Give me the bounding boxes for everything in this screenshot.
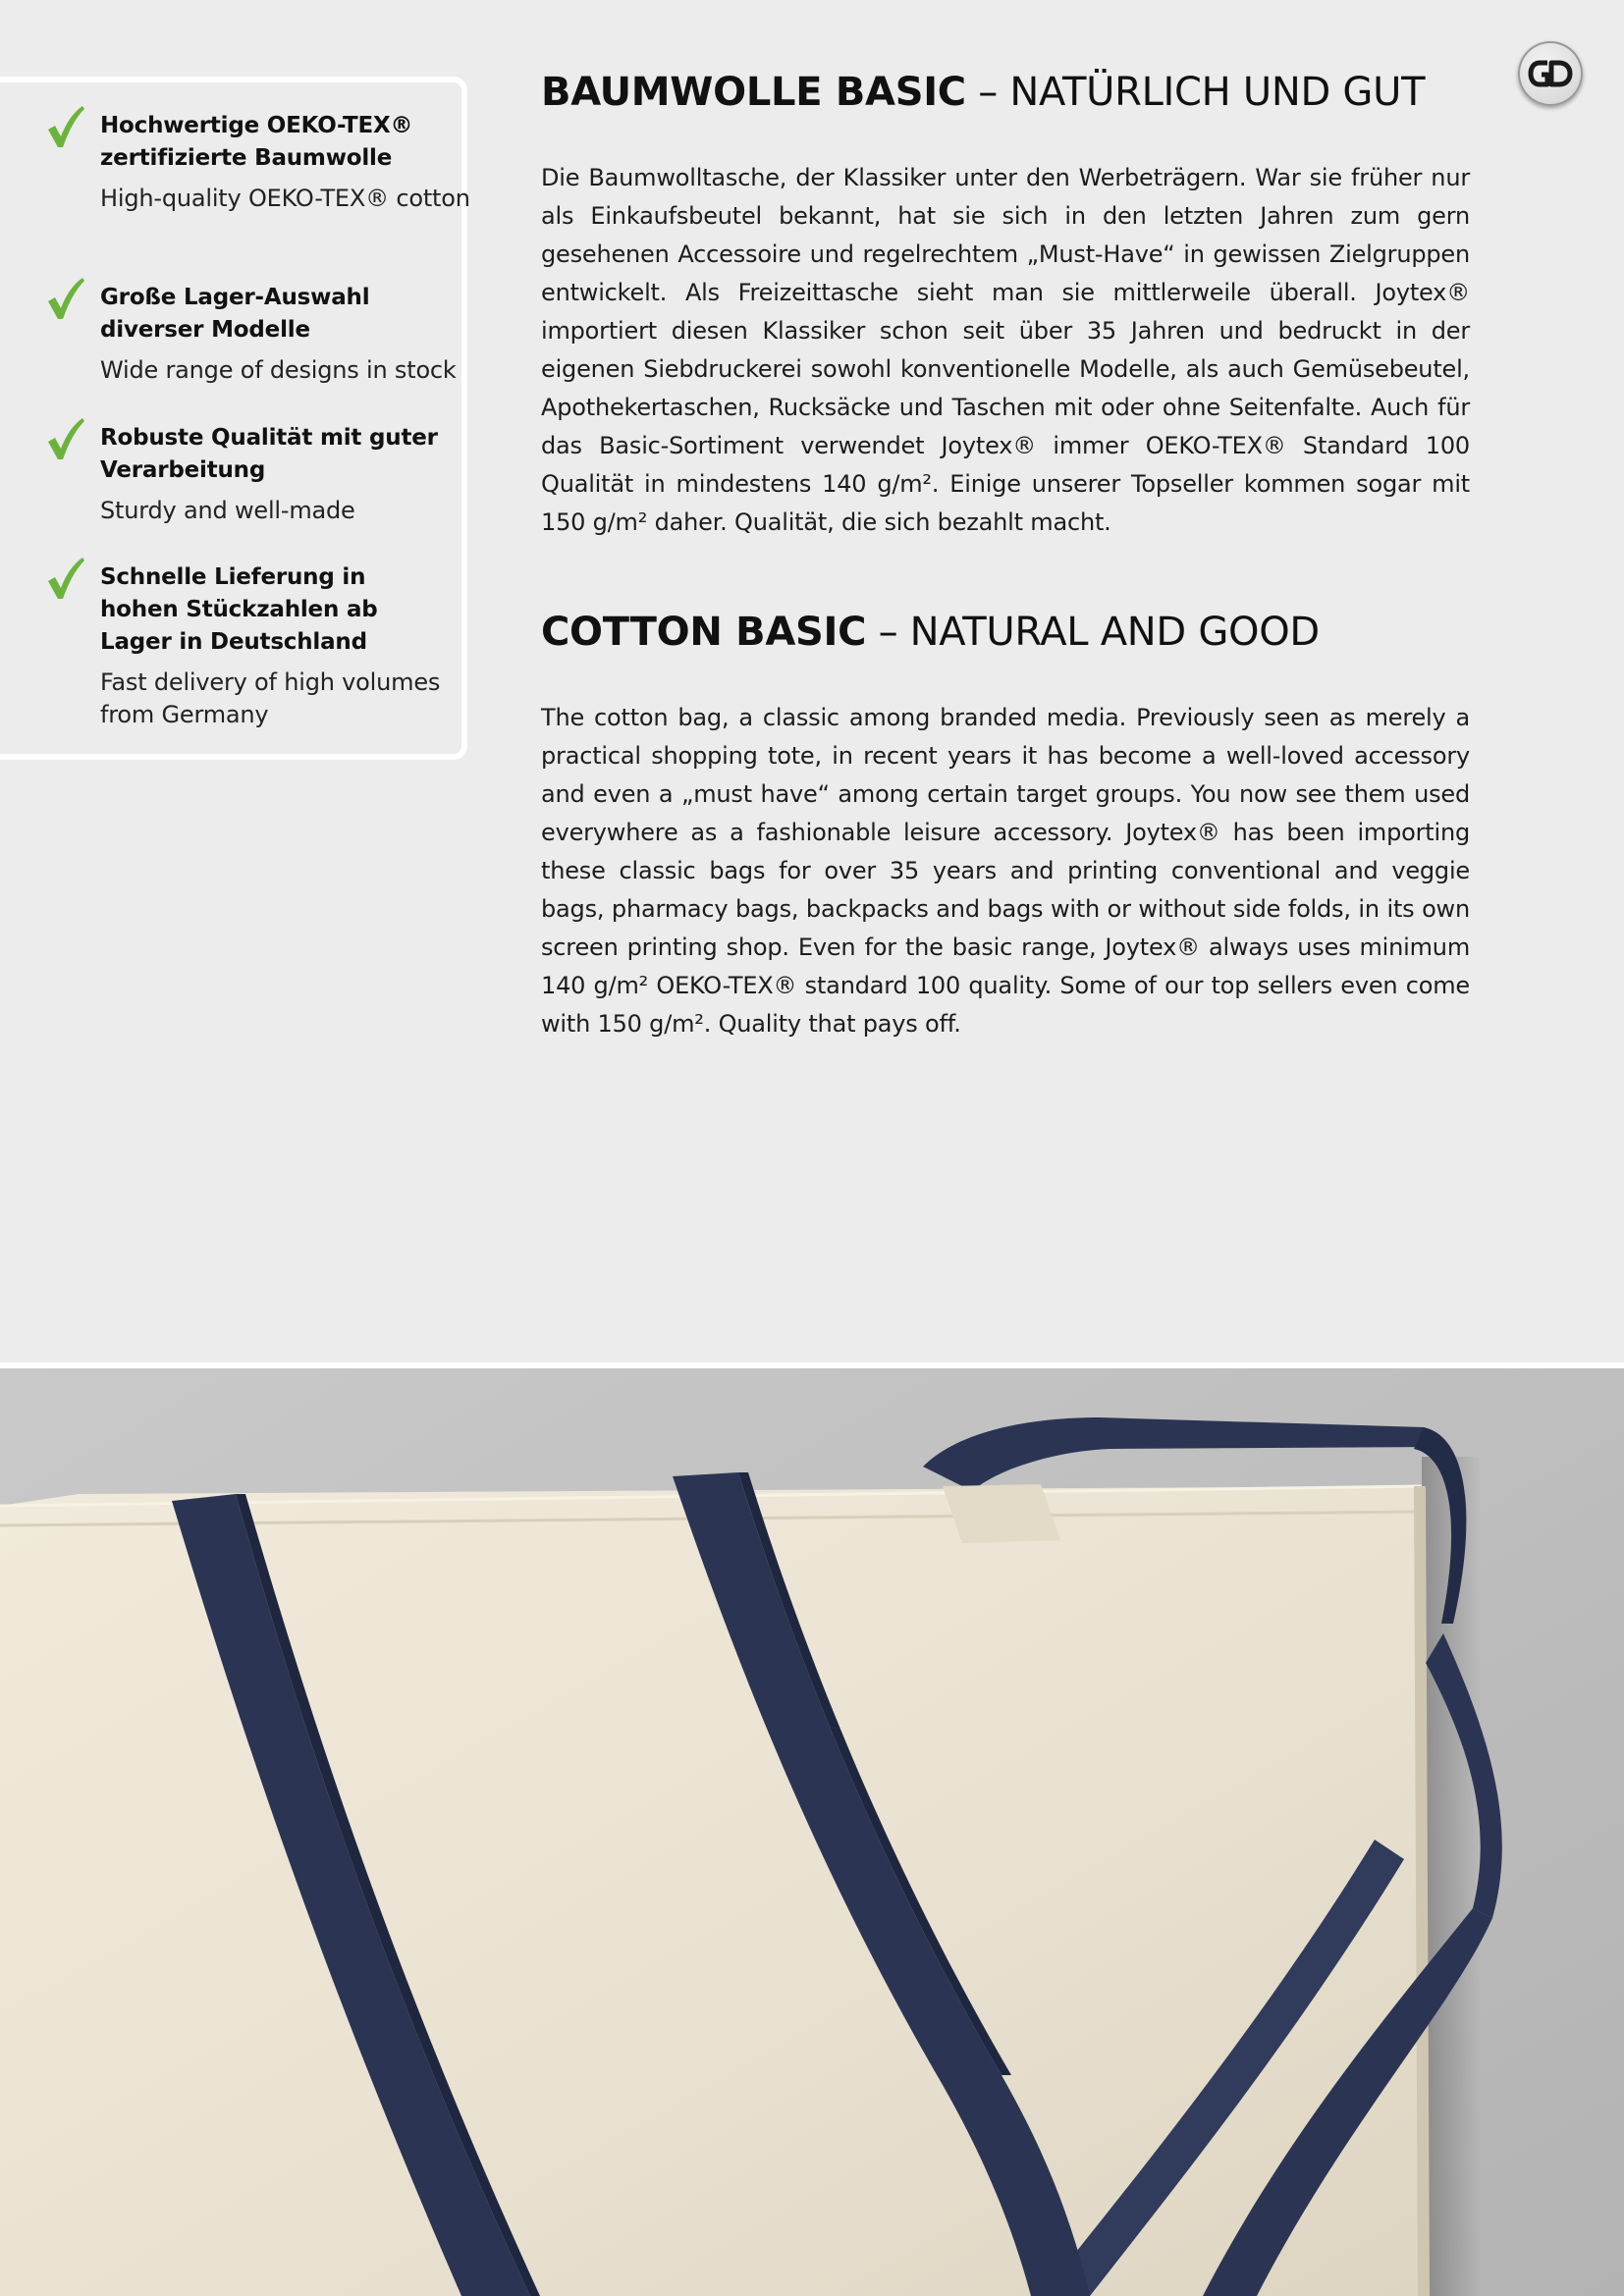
feature-title: Hochwertige OEKO-TEX® zertifizierte Baumwolle: [100, 113, 413, 171]
check-icon: [45, 276, 86, 321]
feature-title: Schnelle Lieferung in hohen Stückzahlen ab Lager in Deutschland: [100, 564, 378, 655]
body-text-english: The cotton bag, a classic among branded media. Previously seen as merely a practical shopping tote, in recent years it has become a well-loved accessory and even a „must have“ among certain target groups. You now see them used everywhere as a fashionable leisure accessory. Joytex® has been importing these classic bags for over 35 years and printing conventional and veggie bags, pharmacy bags, backpacks and bags with or without side folds, in its own screen printing shop. Even for the basic range, Joytex® always uses minimum 140 g/m² OEKO-TEX® standard 100 quality. Some of our top sellers even come with 150 g/m². Quality that pays off.: [541, 704, 1470, 1038]
cotton-bag-image: [0, 1368, 1624, 2296]
product-photo: [0, 1368, 1624, 2296]
feature-subtitle: High-quality OEKO-TEX® cotton: [100, 185, 470, 212]
feature-title: Große Lager-Auswahl diverser Modelle: [100, 285, 370, 343]
body-text-german: Die Baumwolltasche, der Klassiker unter den Werbeträgern. War sie früher nur als Einkaufsbeutel bekannt, hat sie sich in den letzten Jahren zum gern gesehenen Accessoire und regelrechtem „Must-Have“ in gewissen Zielgruppen entwickelt. Als Freizeittasche sieht man sie mittlerweile überall. Joytex® importiert diesen Klassiker schon seit über 35 Jahren und bedruckt in der eigenen Siebdruckerei sowohl konventionelle Modelle, als auch Gemüsebeutel, Apothekertaschen, Rucksäcke und Taschen mit oder ohne Seitenfalte. Auch für das Basic-Sortiment verwendet Joytex® immer OEKO-TEX® Standard 100 Qualität in mindestens 140 g/m². Einige unserer Topseller kommen sogar mit 150 g/m² daher. Qualität, die sich bezahlt macht.: [541, 164, 1470, 536]
heading-english-rest: – NATURAL AND GOOD: [866, 610, 1320, 655]
feature-subtitle: Fast delivery of high volumes from Germany: [100, 668, 441, 728]
heading-german-rest: – NATÜRLICH UND GUT: [965, 70, 1426, 115]
check-icon: [45, 104, 86, 149]
heading-german-bold: BAUMWOLLE BASIC: [541, 70, 966, 115]
check-icon: [45, 556, 86, 601]
feature-subtitle: Wide range of designs in stock: [100, 356, 457, 384]
feature-title: Robuste Qualität mit guter Verarbeitung: [100, 425, 438, 483]
feature-subtitle: Sturdy and well-made: [100, 497, 355, 524]
brand-logo-icon: [1518, 41, 1583, 106]
heading-german: [541, 69, 1425, 116]
heading-english-bold: COTTON BASIC: [541, 610, 867, 655]
heading-english: [541, 609, 1320, 656]
check-icon: [45, 416, 86, 461]
